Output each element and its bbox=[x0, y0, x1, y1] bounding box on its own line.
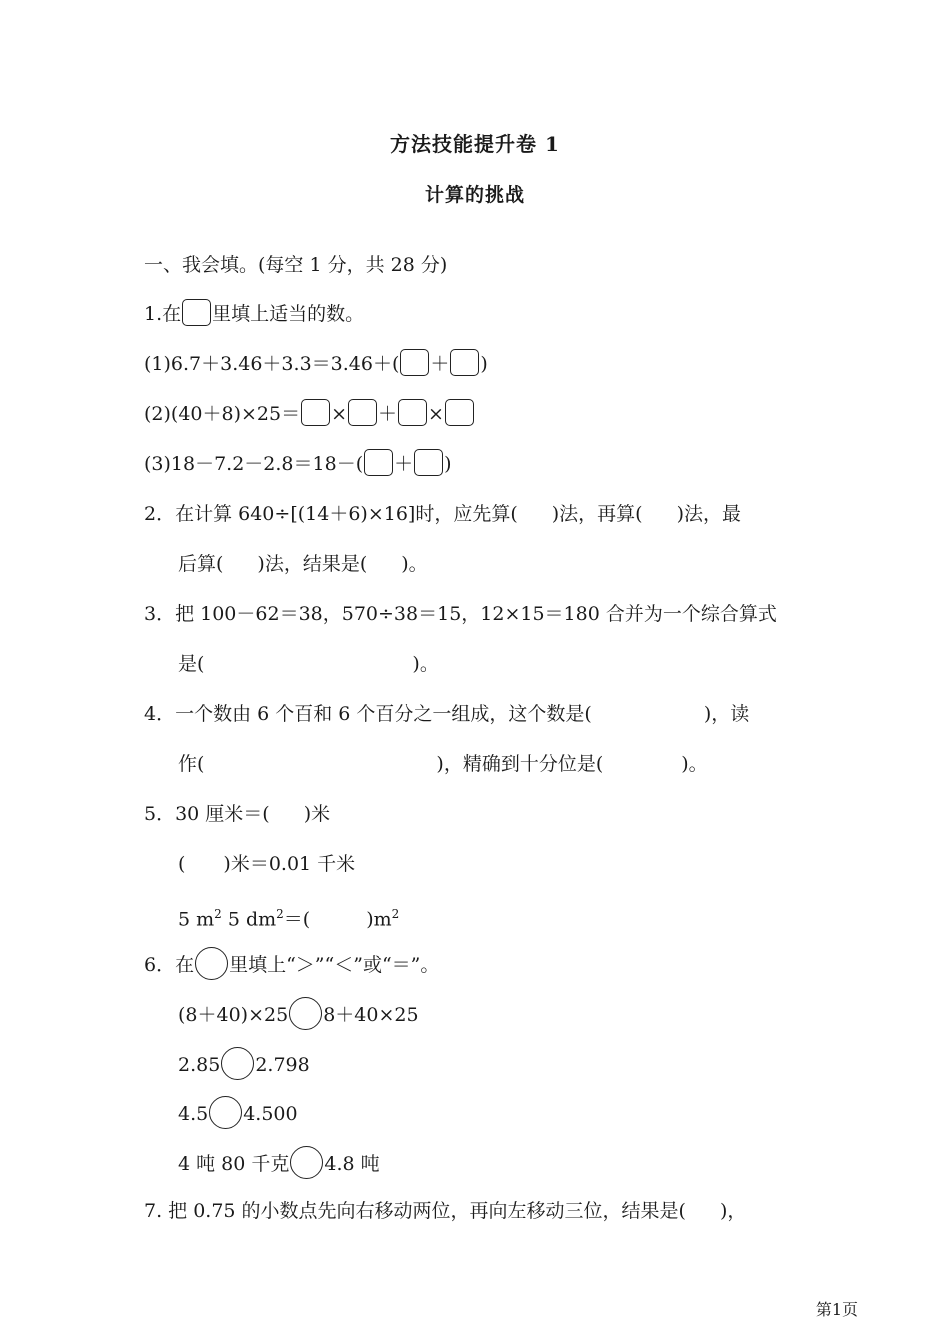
page-subtitle: 计算的挑战 bbox=[424, 184, 525, 206]
answer-box[interactable] bbox=[364, 449, 393, 476]
compare-circle[interactable] bbox=[290, 1146, 323, 1179]
answer-box[interactable] bbox=[301, 399, 330, 426]
compare-circle[interactable] bbox=[289, 997, 322, 1030]
question-6-item-4: 4 吨 80 千克 4.8 吨 bbox=[178, 1146, 380, 1176]
section-heading: 一、我会填。(每空 1 分，共 28 分) bbox=[144, 254, 448, 276]
question-7-line-1: 7. 把 0.75 的小数点先向右移动两位，再向左移动三位，结果是( )， bbox=[144, 1200, 747, 1222]
compare-circle[interactable] bbox=[221, 1047, 254, 1080]
question-1-part-3: (3)18－7.2－2.8＝18－( ＋ ) bbox=[144, 449, 452, 479]
answer-box[interactable] bbox=[400, 349, 429, 376]
question-1-part-2: (2)(40＋8)×25＝ × ＋ × bbox=[144, 399, 475, 429]
question-6: 6．在 里填上“＞”“＜”或“＝”。 bbox=[144, 947, 439, 977]
answer-box[interactable] bbox=[182, 299, 211, 326]
answer-box[interactable] bbox=[445, 399, 474, 426]
answer-box[interactable] bbox=[398, 399, 427, 426]
question-3-line-1: 3．把 100－62＝38，570÷38＝15，12×15＝180 合并为一个综合算式 bbox=[144, 603, 777, 625]
question-1: 1.在 里填上适当的数。 bbox=[144, 299, 364, 329]
question-2-line-2: 后算( )法，结果是( )。 bbox=[178, 553, 428, 575]
question-5-line-2: ( )米＝0.01 千米 bbox=[178, 853, 356, 875]
question-5-line-1: 5．30 厘米＝( )米 bbox=[144, 803, 331, 825]
question-2-line-1: 2．在计算 640÷[(14＋6)×16]时，应先算( )法，再算( )法，最 bbox=[144, 503, 741, 525]
page-number: 第1页 bbox=[815, 1300, 858, 1319]
question-1-part-1: (1)6.7＋3.46＋3.3＝3.46＋( ＋ ) bbox=[144, 349, 488, 379]
question-6-item-1: (8＋40)×25 8＋40×25 bbox=[178, 997, 419, 1027]
answer-box[interactable] bbox=[348, 399, 377, 426]
compare-circle[interactable] bbox=[209, 1096, 242, 1129]
question-4-line-1: 4．一个数由 6 个百和 6 个百分之一组成，这个数是( )，读 bbox=[144, 703, 750, 725]
page-title: 方法技能提升卷 1 bbox=[390, 132, 560, 156]
question-6-item-2: 2.85 2.798 bbox=[178, 1047, 310, 1077]
answer-box[interactable] bbox=[414, 449, 443, 476]
question-5-line-3: 5 $m^2$ 5 $dm^2=$( )$m^2$ bbox=[178, 907, 400, 931]
question-6-item-3: 4.5 4.500 bbox=[178, 1096, 298, 1126]
question-4-line-2: 作( )，精确到十分位是( )。 bbox=[178, 753, 708, 775]
compare-circle[interactable] bbox=[195, 947, 228, 980]
answer-box[interactable] bbox=[450, 349, 479, 376]
question-3-line-2: 是( )。 bbox=[178, 653, 439, 675]
